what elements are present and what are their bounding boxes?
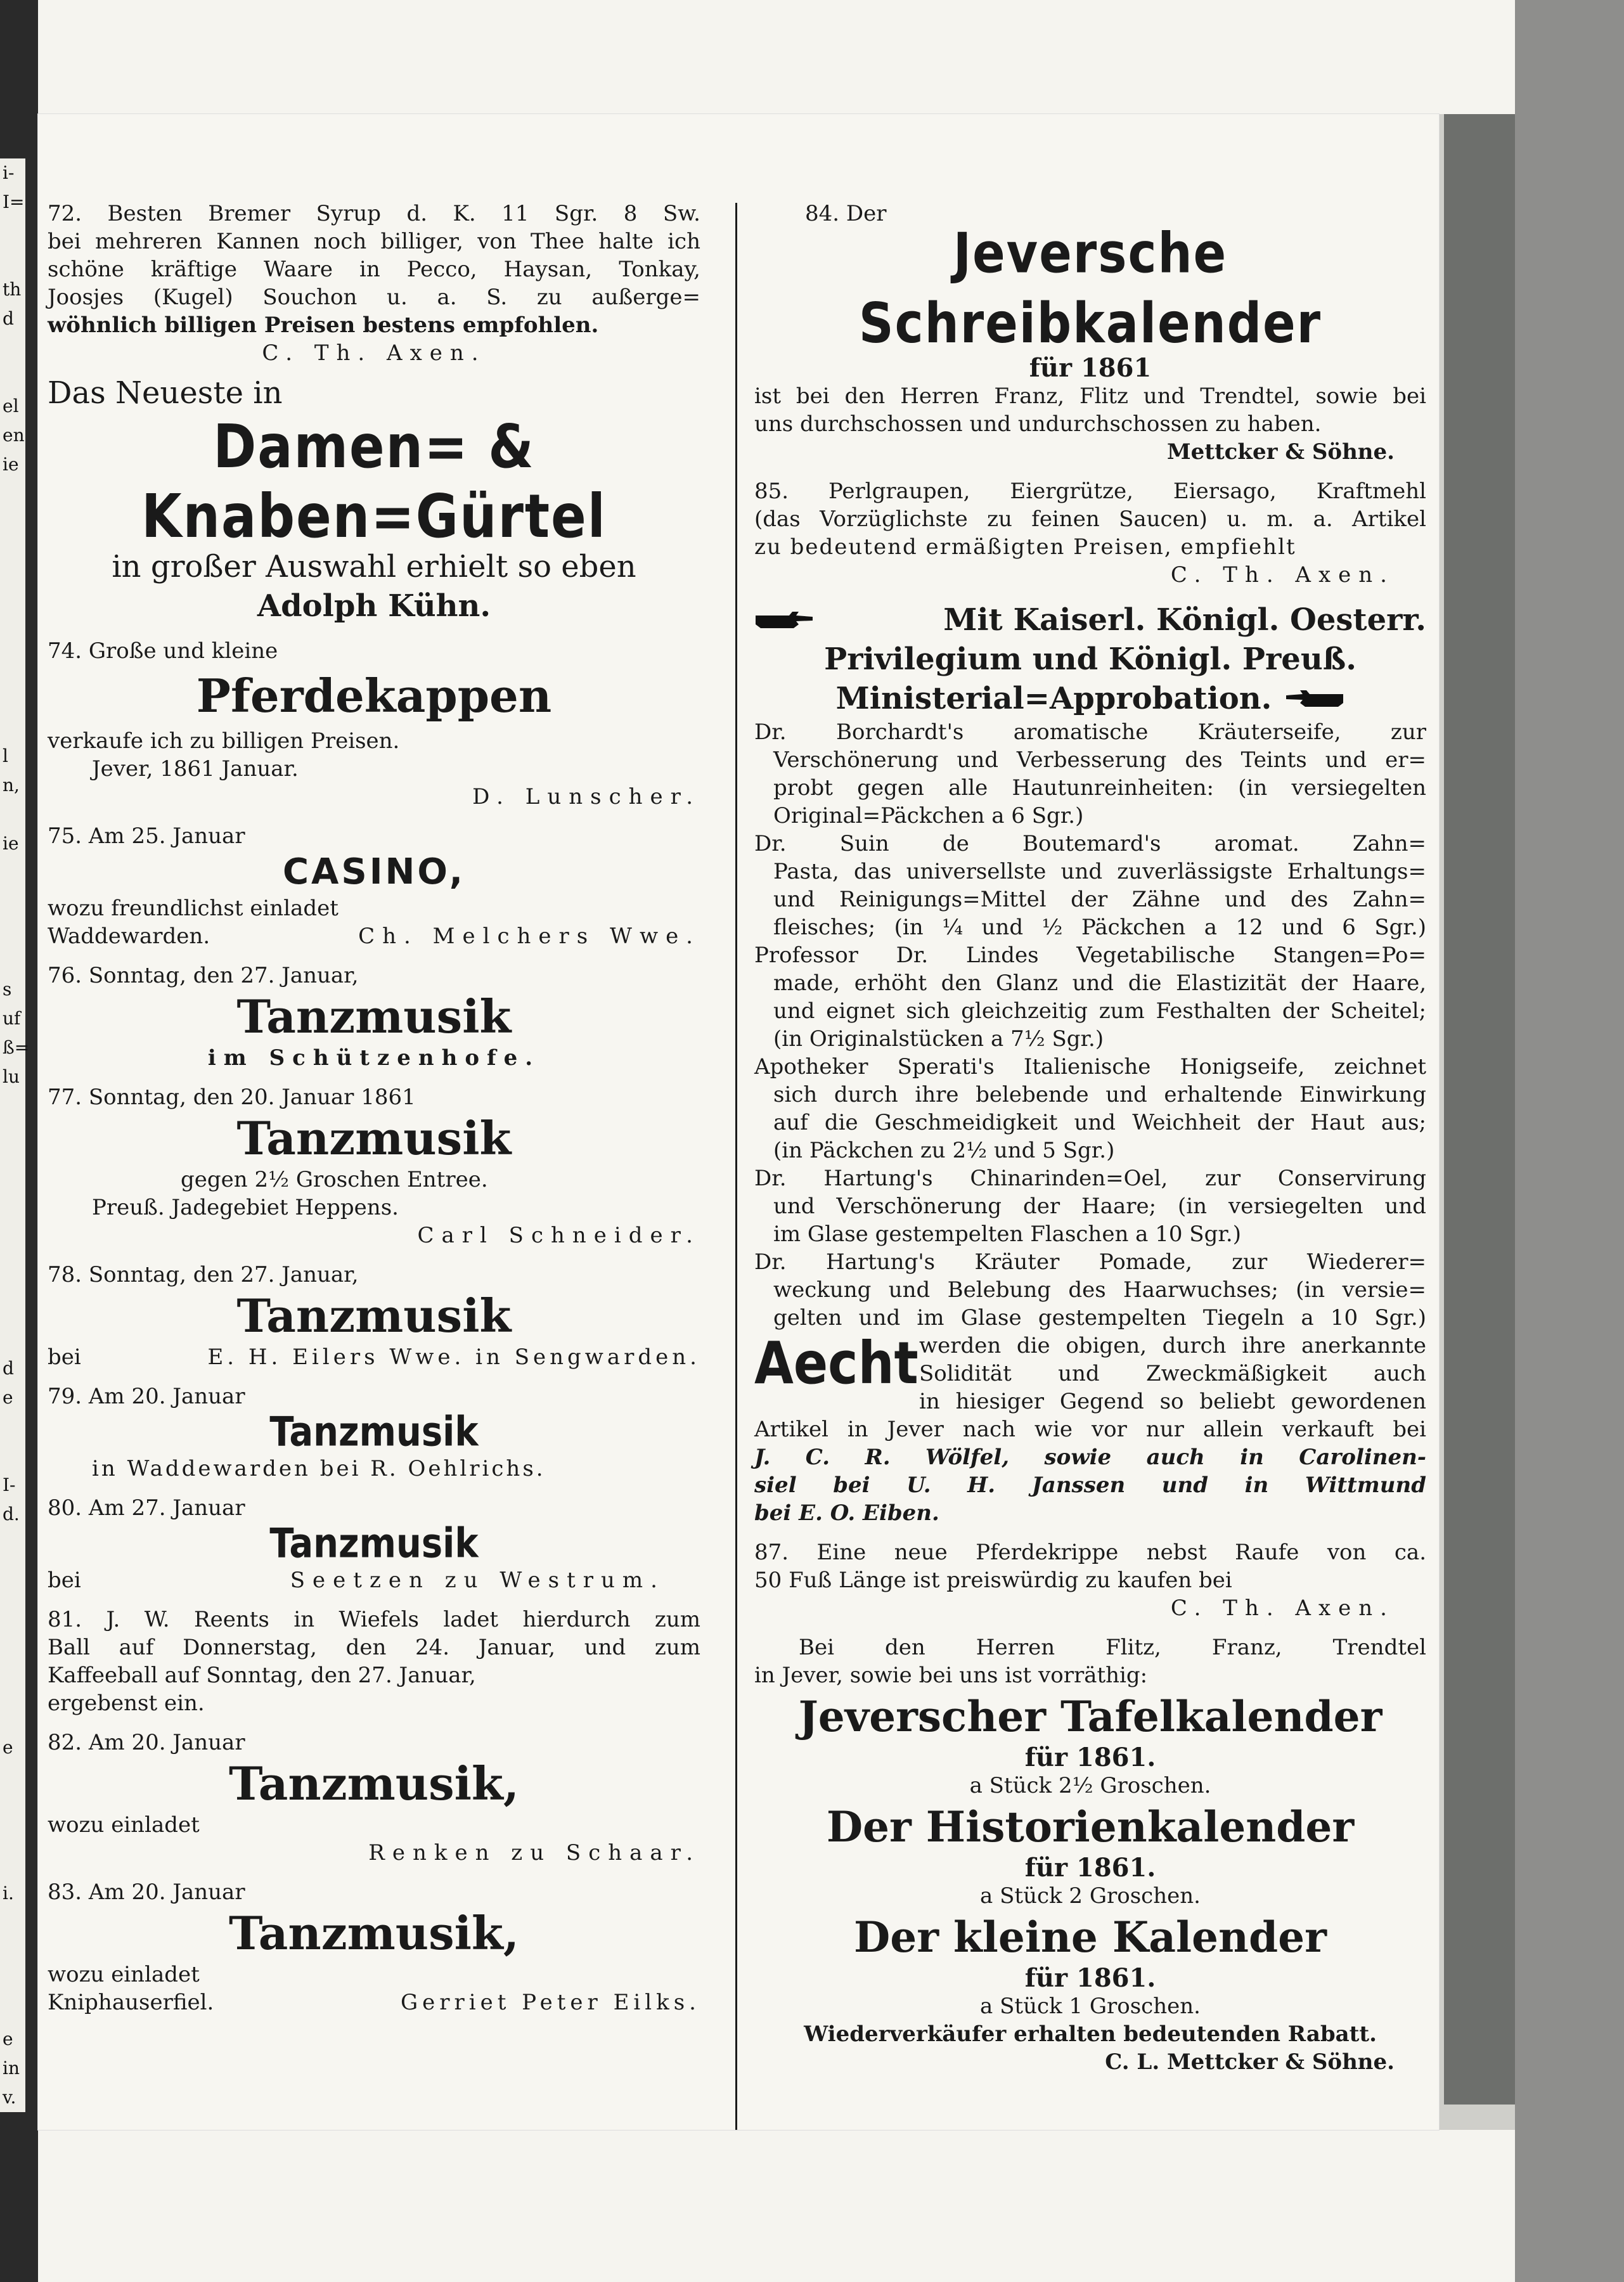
ad-line: 77. Sonntag, den 20. Januar 1861 [48, 1085, 416, 1110]
ad-line: (in Originalstücken a 7½ Sgr.) [773, 1026, 1104, 1052]
ad-headline: Pferdekappen [196, 669, 552, 723]
ad-line: und eignet sich gleichzeitig zum Festhalten der Scheitel; [773, 998, 1426, 1024]
edge-fragment [3, 567, 25, 596]
ad-84 [754, 200, 1426, 466]
ad-line: fleisches; (in ¼ und ½ Päckchen a 12 und 6 Sgr.) [773, 915, 1426, 940]
ad-73 [48, 373, 700, 626]
ad-line: Verschönerung und Verbesserung des Teints und er= [773, 747, 1426, 773]
ad-line: Artikel in Jever nach wie vor nur allein verkauft bei [754, 1417, 1426, 1442]
ad-line: (in Päckchen zu 2½ und 5 Sgr.) [773, 1138, 1115, 1163]
edge-fragment [3, 1966, 25, 1995]
ad-76 [48, 962, 700, 1072]
ad-headline: Tanzmusik, [229, 1757, 519, 1810]
ad-place: Kniphauserfiel. [48, 1990, 214, 2015]
ad-line: Bei den Herren Flitz, Franz, Trendtel [799, 1635, 1426, 1660]
right-column [754, 200, 1426, 2076]
ad-headline: Jeverscher Tafelkalender [798, 1692, 1382, 1741]
edge-fragment: n, [3, 775, 20, 796]
ad-line: Professor Dr. Lindes Vegetabilische Stangen=Po= [754, 943, 1426, 968]
edge-fragment: s [3, 979, 12, 1000]
ad-line: im Glase gestempelten Flaschen a 10 Sgr.) [773, 1222, 1241, 1247]
edge-fragment [3, 1179, 25, 1208]
ad-line: 81. J. W. Reents in Wiefels ladet hierdurch zum [48, 1607, 700, 1632]
ad-signature: E. H. Eilers Wwe. in Sengwarden. [207, 1344, 700, 1370]
ad-signature: Ch. Melchers Wwe. [358, 924, 700, 949]
ad-line: 85. Perlgraupen, Eiergrütze, Eiersago, Kraftmehl [754, 479, 1426, 504]
edge-fragment [3, 1937, 25, 1966]
edge-fragment [3, 1529, 25, 1558]
ad-line: a Stück 2½ Groschen. [969, 1773, 1211, 1798]
ad-line: a Stück 2 Groschen. [980, 1883, 1201, 1909]
ad-line: Solidität und Zweckmäßigkeit auch [919, 1361, 1426, 1386]
edge-fragment [3, 917, 25, 946]
ad-headline: Der kleine Kalender [854, 1912, 1327, 1962]
pointing-hand-right-icon [754, 609, 815, 631]
ad-74 [48, 637, 700, 811]
ad-line: gelten und im Glase gestempelten Tiegeln a 10 Sgr.) [773, 1305, 1426, 1331]
ad-signature: Seetzen zu Westrum. [290, 1568, 665, 1593]
edge-fragment [3, 1616, 25, 1646]
aecht-initial: Aecht [754, 1329, 918, 1397]
ad-line: weckung und Belebung des Haarwuchses; (in versie= [773, 1277, 1426, 1303]
edge-fragment [3, 217, 25, 246]
ad-83 [48, 1878, 700, 2016]
ad-85 [754, 477, 1426, 589]
ad-headline: Tanzmusik [269, 1409, 479, 1456]
ad-line: Ball auf Donnerstag, den 24. Januar, und zum [48, 1635, 700, 1660]
ad-87 [754, 1538, 1426, 1622]
ad-line: wozu freundlichst einladet [48, 896, 338, 921]
ad-headline: Tanzmusik [236, 990, 512, 1043]
edge-fragment [3, 1412, 25, 1441]
edge-fragment [3, 1558, 25, 1587]
edge-fragment [3, 1237, 25, 1267]
ad-line: auf die Geschmeidigkeit und Weichheit der Haut aus; [773, 1110, 1426, 1135]
edge-fragment [3, 1646, 25, 1675]
ad-line: ist bei den Herren Franz, Flitz und Trendtel, sowie bei [754, 384, 1426, 409]
ad-86 [754, 600, 1426, 1527]
aecht-paragraph [754, 1329, 1426, 1415]
edge-fragment [3, 1791, 25, 1821]
ad-line: siel bei U. H. Janssen und in Wittmund [754, 1473, 1426, 1498]
ad-line: 84. Der [805, 201, 887, 226]
edge-fragment: en [3, 425, 25, 446]
ad-place: Waddewarden. [48, 924, 210, 949]
ad-line: für 1861. [1024, 1963, 1156, 1993]
edge-fragment: lu [3, 1066, 20, 1087]
ad-line: 50 Fuß Länge ist preiswürdig zu kaufen bei [754, 1568, 1232, 1593]
ad-line: Dr. Hartung's Kräuter Pomade, zur Wiederer= [754, 1249, 1426, 1275]
ad-line: für 1861 [1029, 353, 1152, 383]
ad-line: Apotheker Sperati's Italienische Honigseife, zeichnet [754, 1054, 1426, 1080]
ad-line [48, 1989, 700, 2016]
ad-line: Original=Päckchen a 6 Sgr.) [773, 803, 1084, 828]
ad-line: Dr. Hartung's Chinarinden=Oel, zur Conservirung [754, 1166, 1426, 1191]
ad-line: 76. Sonntag, den 27. Januar, [48, 963, 359, 988]
edge-fragment [3, 1762, 25, 1791]
ad-headline [754, 600, 1426, 640]
edge-fragment: i. [3, 1883, 14, 1904]
ad-line: 82. Am 20. Januar [48, 1730, 245, 1755]
edge-fragment [3, 596, 25, 625]
edge-fragment [3, 479, 25, 508]
ad-line: wozu einladet [48, 1812, 200, 1838]
ad-88 [754, 1634, 1426, 2076]
ad-line: schöne kräftige Waare in Pecco, Haysan, Tonkay, [48, 257, 700, 282]
edge-fragment: e [3, 1737, 13, 1758]
newspaper-page [38, 114, 1439, 2130]
pointing-hand-left-icon [1284, 688, 1344, 709]
ad-headline: Damen= & Knaben=Gürtel [141, 412, 607, 552]
ad-word: bei [48, 1344, 81, 1370]
ad-81 [48, 1606, 700, 1717]
ad-line: im Schützenhofe. [207, 1045, 541, 1071]
edge-fragment [3, 800, 25, 829]
edge-fragment: d. [3, 1504, 20, 1525]
edge-fragment [3, 1296, 25, 1325]
edge-fragment [3, 1675, 25, 1704]
edge-fragment: th [3, 279, 22, 300]
ad-line: Dr. Suin de Boutemard's aromat. Zahn= [754, 831, 1426, 856]
ad-line: Wiederverkäufer erhalten bedeutenden Rabatt. [804, 2021, 1377, 2047]
ad-line: in Waddewarden bei R. Oehlrichs. [92, 1456, 546, 1481]
edge-fragment [3, 946, 25, 975]
book-cover-edge [1426, 2105, 1528, 2130]
ad-79 [48, 1383, 700, 1483]
edge-fragment: I- [3, 1474, 16, 1495]
edge-fragment: I= [3, 191, 25, 212]
ad-signature: C. L. Mettcker & Söhne. [1105, 2049, 1395, 2075]
ad-line: und Verschönerung der Haare; (in versiegelten und [773, 1194, 1426, 1219]
edge-fragment [3, 1267, 25, 1296]
edge-fragment [3, 1092, 25, 1121]
edge-fragment [3, 1325, 25, 1354]
edge-fragment [3, 654, 25, 683]
ad-line: und Reinigungs=Mittel der Zähne und des Zahn= [773, 887, 1426, 912]
edge-fragment [3, 887, 25, 917]
ad-line: 78. Sonntag, den 27. Januar, [48, 1262, 359, 1287]
book-cover-board [1439, 114, 1520, 2105]
ad-line: für 1861. [1024, 1743, 1156, 1772]
edge-fragment [3, 1587, 25, 1616]
ad-line: in großer Auswahl erhielt so eben [112, 549, 636, 584]
ad-line: verkaufe ich zu billigen Preisen. [48, 728, 400, 754]
edge-fragment [3, 1995, 25, 2025]
ad-headline: Der Historienkalender [826, 1802, 1355, 1852]
ad-line [48, 922, 700, 950]
left-column [48, 200, 700, 2016]
edge-fragment [3, 1704, 25, 1733]
ad-line: in hiesiger Gegend so beliebt gewordenen [919, 1389, 1426, 1414]
ad-line: für 1861. [1024, 1853, 1156, 1883]
ad-headline: Jeversche Schreibkalender [858, 221, 1322, 356]
ad-line: 75. Am 25. Januar [48, 823, 245, 849]
ad-77 [48, 1083, 700, 1249]
ad-line: 83. Am 20. Januar [48, 1879, 245, 1905]
ad-line: 74. Große und kleine [48, 638, 278, 664]
edge-fragment [3, 1150, 25, 1179]
edge-fragment [3, 363, 25, 392]
edge-fragment [3, 1850, 25, 1879]
edge-fragment [3, 858, 25, 887]
edge-fragment [3, 1441, 25, 1471]
ad-line: gegen 2½ Groschen Entree. [181, 1167, 488, 1192]
ad-headline: Tanzmusik, [229, 1906, 519, 1960]
ad-line: zu bedeutend ermäßigten Preisen, empfiehlt [754, 534, 1296, 560]
edge-fragment: ie [3, 454, 19, 475]
edge-fragment [3, 683, 25, 712]
ad-78 [48, 1261, 700, 1371]
ad-line: in Jever, sowie bei uns ist vorräthig: [754, 1663, 1148, 1688]
ad-line [48, 1343, 700, 1371]
ad-signature: Carl Schneider. [417, 1223, 700, 1248]
ad-80 [48, 1494, 700, 1594]
edge-fragment: uf [3, 1008, 21, 1029]
ad-line: Dr. Borchardt's aromatische Kräuterseife, zur [754, 719, 1426, 745]
ad-line: 87. Eine neue Pferdekrippe nebst Raufe von ca. [754, 1540, 1426, 1565]
ad-72 [48, 200, 700, 367]
ad-line: Das Neueste in [48, 375, 283, 411]
edge-fragment: i- [3, 162, 15, 183]
ad-line: uns durchschossen und undurchschossen zu haben. [754, 411, 1322, 437]
edge-fragment [3, 625, 25, 654]
edge-fragment: e [3, 2028, 13, 2049]
ad-signature: Mettcker & Söhne. [1167, 439, 1395, 465]
ad-line: werden die obigen, durch ihre anerkannte [919, 1333, 1426, 1358]
ad-line: (das Vorzüglichste zu feinen Saucen) u. m. a. Artikel [754, 506, 1426, 532]
ad-signature: Adolph Kühn. [257, 588, 491, 624]
ad-signature: C. Th. Axen. [1170, 1595, 1395, 1621]
edge-fragment [3, 1121, 25, 1150]
ad-headline [754, 679, 1426, 718]
ad-line: bei mehreren Kannen noch billiger, von Thee halte ich [48, 229, 700, 254]
ad-signature: C. Th. Axen. [262, 340, 486, 366]
ad-line: J. C. R. Wölfel, sowie auch in Carolinen- [754, 1445, 1426, 1470]
edge-fragment: v. [3, 2087, 16, 2108]
aecht-text [919, 1332, 1426, 1415]
ad-headline: Tanzmusik [269, 1520, 479, 1568]
ad-line: 79. Am 20. Januar [48, 1384, 245, 1409]
ad-line: a Stück 1 Groschen. [980, 1994, 1201, 2019]
ad-line: wöhnlich billigen Preisen bestens empfohlen. [48, 313, 599, 338]
edge-fragment [3, 538, 25, 567]
edge-fragment: el [3, 396, 19, 416]
ad-signature: Renken zu Schaar. [368, 1840, 700, 1866]
adjacent-page-edge [0, 158, 30, 2112]
ad-line: Preuß. Jadegebiet Heppens. [92, 1195, 399, 1220]
edge-fragment [3, 1208, 25, 1237]
ad-signature: D. Lunscher. [472, 784, 700, 809]
edge-fragment [3, 508, 25, 538]
edge-fragment [3, 1908, 25, 1937]
edge-fragment [3, 333, 25, 363]
edge-fragment [3, 246, 25, 275]
ad-headline: Tanzmusik [236, 1111, 512, 1165]
ad-headline: CASINO, [282, 851, 466, 893]
edge-fragment: ß= [3, 1037, 30, 1058]
ad-line: made, erhöht den Glanz und die Elastizität der Haare, [773, 970, 1426, 996]
edge-fragment [3, 1821, 25, 1850]
column-rule [735, 203, 737, 2130]
ad-line: 80. Am 27. Januar [48, 1495, 245, 1521]
ad-headline-line: Privilegium und Königl. Preuß. [824, 641, 1357, 677]
ad-line: Jever, 1861 Januar. [92, 756, 299, 782]
ad-line [48, 1566, 700, 1594]
edge-fragment: d [3, 308, 14, 329]
ad-signature: Gerriet Peter Eilks. [401, 1990, 700, 2015]
ad-headline: Tanzmusik [236, 1289, 512, 1343]
ad-line: Pasta, das universellste und zuverlässigste Erhaltungs= [773, 859, 1426, 884]
ad-line: ergebenst ein. [48, 1691, 205, 1716]
ad-line: Joosjes (Kugel) Souchon u. a. S. zu außerge= [48, 285, 700, 310]
edge-fragment [3, 712, 25, 742]
edge-fragment: d [3, 1358, 14, 1379]
ad-line: wozu einladet [48, 1962, 200, 1987]
ad-line: bei E. O. Eiben. [754, 1500, 939, 1526]
ad-signature: C. Th. Axen. [1170, 562, 1395, 588]
ad-line: sich durch ihre belebende und erhaltende Einwirkung [773, 1082, 1426, 1107]
ad-line: Kaffeeball auf Sonntag, den 27. Januar, [48, 1663, 476, 1688]
ad-word: bei [48, 1568, 81, 1593]
edge-fragment: ie [3, 833, 19, 854]
scan-background [1515, 0, 1624, 2282]
edge-fragment: l [3, 745, 8, 766]
edge-fragment: in [3, 2058, 20, 2079]
ad-headline-line: Ministerial=Approbation. [835, 681, 1272, 716]
edge-fragment: e [3, 1387, 13, 1408]
ad-headline-line: Mit Kaiserl. Königl. Oesterr. [943, 602, 1426, 638]
ad-line: probt gegen alle Hautunreinheiten: (in versiegelten [773, 775, 1426, 801]
ad-75 [48, 822, 700, 950]
ad-82 [48, 1729, 700, 1867]
ad-line: 72. Besten Bremer Syrup d. K. 11 Sgr. 8 Sw. [48, 201, 700, 226]
